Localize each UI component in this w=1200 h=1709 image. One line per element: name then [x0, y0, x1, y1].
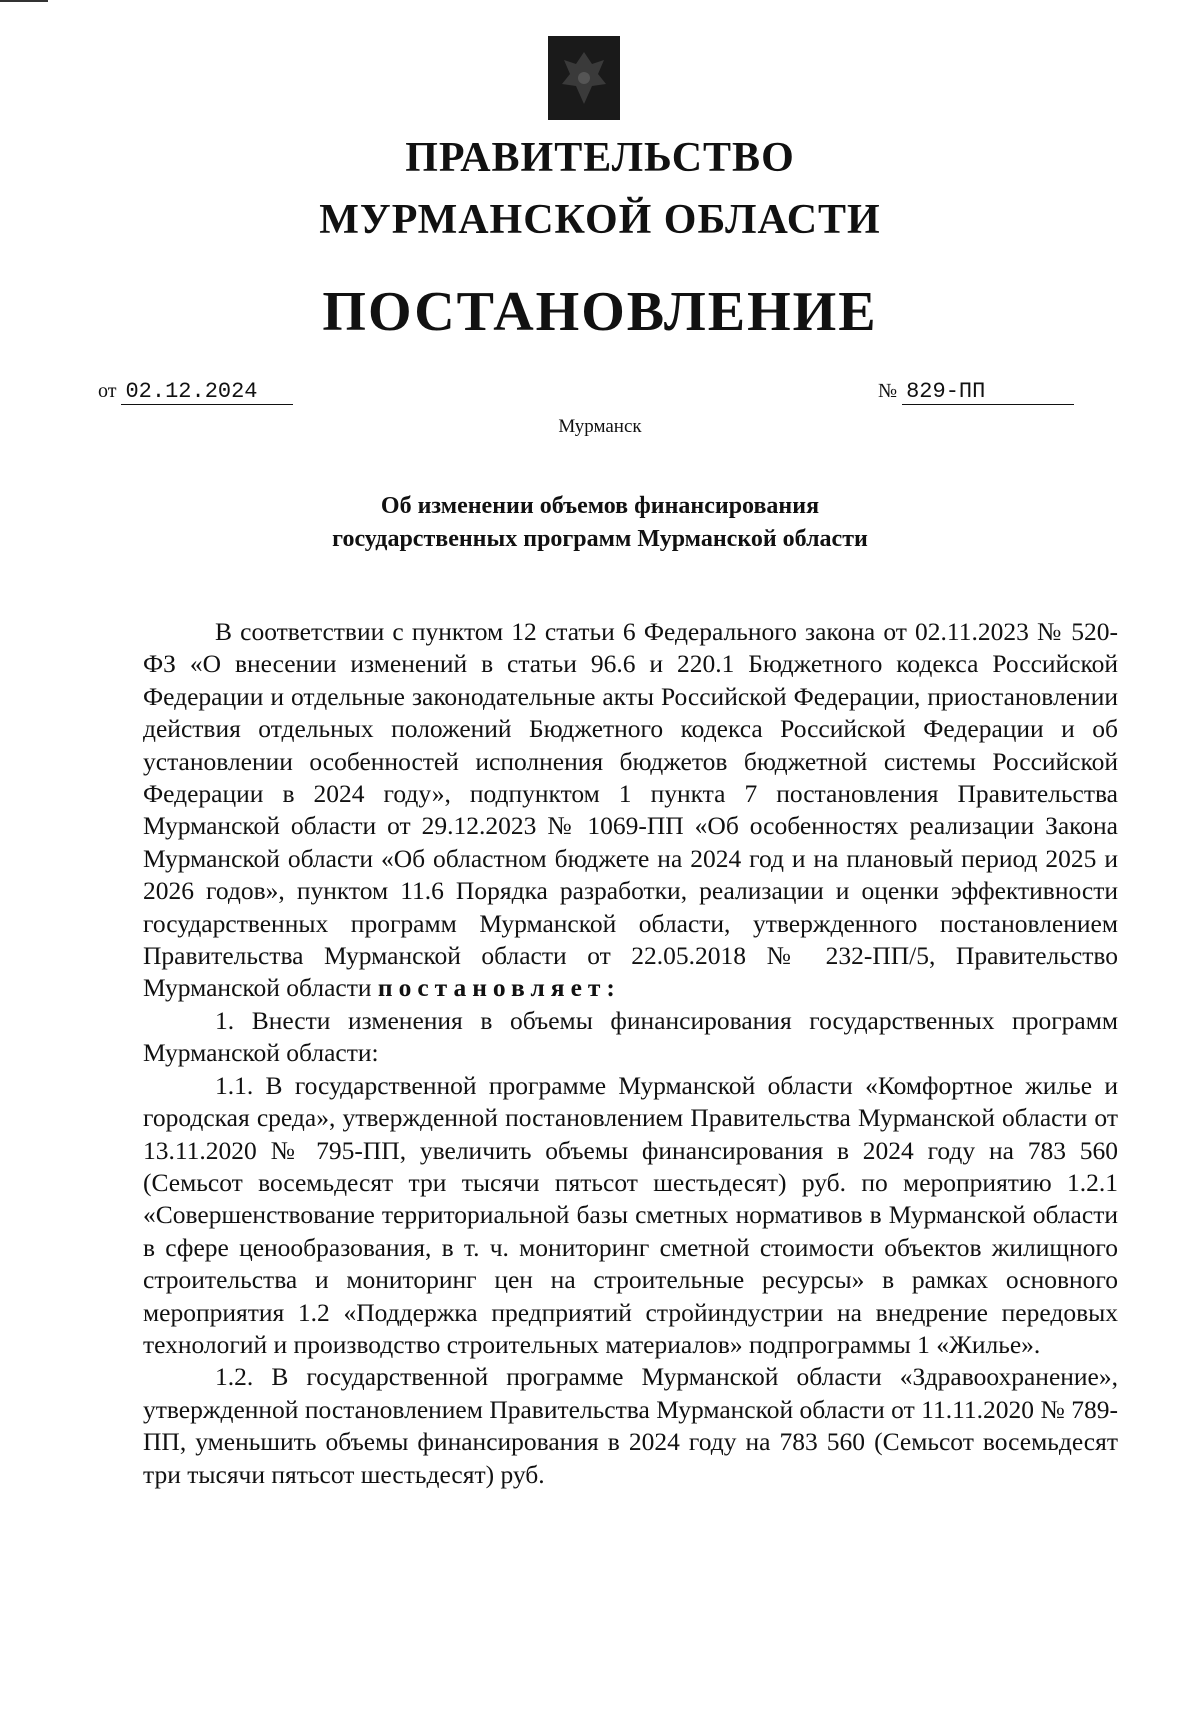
- document-number: 829-ПП: [902, 380, 1074, 405]
- decree-word: постановляет:: [377, 973, 621, 1003]
- number-prefix: №: [878, 380, 898, 402]
- intro-paragraph: [143, 616, 1118, 1005]
- paragraph-1: 1. Внести изменения в объемы финансирования государственных программ Мурманской области:: [143, 1005, 1118, 1068]
- scan-corner-mark: [0, 0, 48, 2]
- intro-text: В соответствии с пунктом 12 статьи 6 Федерального закона от 02.11.2023 № 520-ФЗ «О внесении изменений в статьи 96.6 и 220.1 Бюджетного кодекса Российской Федерации и отдельные законодательные акты Российской Федерации, приостановлении действия отдельных положений Бюджетного кодекса Российской Федерации и об установлении особенностей исполнения бюджетов бюджетной системы Российской Федерации в 2024 году», подпунктом 1 пункта 7 постановления Правительства Мурманской области от 29.12.2023 № 1069-ПП «Об особенностях реализации Закона Мурманской области «Об областном бюджете на 2024 год и на плановый период 2025 и 2026 годов», пунктом 11.6 Порядка разработки, реализации и оценки эффективности государственных программ Мурманской области, утвержденного постановлением Правительства Мурманской области от 22.05.2018 № 232-ПП/5, Правительство Мурманской области: [143, 617, 1118, 1003]
- title-line1: Об изменении объемов финансирования: [380, 493, 820, 519]
- title-line2: государственных программ Мурманской области: [332, 526, 868, 552]
- city-name: Мурманск: [558, 416, 642, 437]
- document-date: 02.12.2024: [121, 380, 293, 405]
- document-title: [0, 490, 1200, 556]
- org-name-line1: ПРАВИТЕЛЬСТВО: [405, 135, 795, 181]
- paragraph-1-2: 1.2. В государственной программе Мурманской области «Здравоохранение», утвержденной постановлением Правительства Мурманской области от 11.11.2020 № 789-ПП, уменьшить объемы финансирования в 2024 году на 783 560 (Семьсот восемьдесят три тысячи пятьсот шестьдесят) руб.: [143, 1362, 1118, 1489]
- date-prefix: от: [98, 380, 117, 402]
- document-type: ПОСТАНОВЛЕНИЕ: [322, 281, 878, 343]
- org-name-line2: МУРМАНСКОЙ ОБЛАСТИ: [319, 197, 881, 243]
- document-body: [143, 616, 1118, 1491]
- paragraph-1-1: 1.1. В государственной программе Мурманской области «Комфортное жилье и городская среда», утвержденной постановлением Правительства Мурманской области от 13.11.2020 № 795-ПП, увеличить объемы финансирования в 2024 году на 783 560 (Семьсот восемьдесят три тысячи пятьсот шестьдесят) руб. по мероприятию 1.2.1 «Совершенствование территориальной базы сметных нормативов в Мурманской области в сфере ценообразования, в т. ч. мониторинг сметной стоимости объектов жилищного строительства и мониторинг цен на строительные ресурсы» в рамках основного мероприятия 1.2 «Поддержка предприятий стройиндустрии на внедрение передовых технологий и производство строительных материалов» подпрограммы 1 «Жилье».: [143, 1070, 1118, 1359]
- number-line: [878, 380, 1074, 405]
- date-line: [98, 380, 293, 405]
- coat-of-arms-emblem-icon: [544, 34, 624, 122]
